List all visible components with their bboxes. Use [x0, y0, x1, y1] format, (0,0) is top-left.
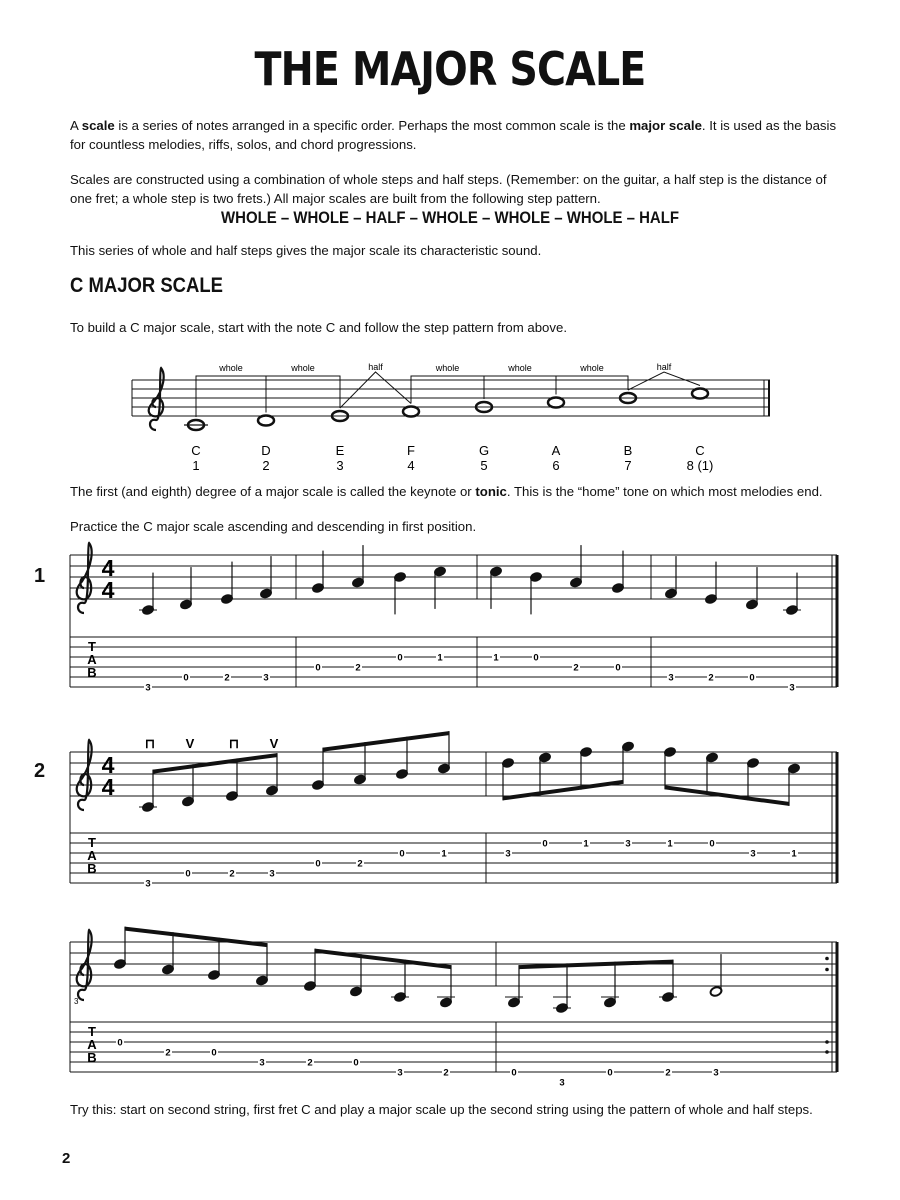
step-label-whole: whole [291, 363, 315, 373]
intro-paragraph-3: This series of whole and half steps gives the major scale its characteristic sound. [70, 243, 542, 258]
tab-fret-number: 1 [493, 652, 499, 664]
try-this-paragraph: Try this: start on second string, first fret C and play a major scale up the second string using the pattern of whole and half steps. [70, 1102, 813, 1117]
tab-fret-number: 1 [583, 838, 589, 850]
tab-fret-number: 3 [750, 848, 756, 860]
text-run: A [70, 118, 82, 133]
tab-fret-number: 3 [625, 838, 631, 850]
tab-fret-number: 0 [117, 1037, 123, 1049]
tab-clef-letter: B [87, 861, 97, 876]
section-heading-c-major: C MAJOR SCALE [70, 274, 223, 297]
upstroke-icon: V [185, 736, 195, 751]
text-run: . It is used as the basis for countless melodies, riffs, solos, and chord progressions. [70, 118, 837, 152]
text-run: . This is the “home” tone on which most melodies end. [506, 484, 823, 499]
upstroke-icon: V [269, 736, 279, 751]
step-label-half: half [368, 362, 383, 372]
tab-fret-number: 0 [511, 1067, 517, 1079]
c-major-instruction: To build a C major scale, start with the note C and follow the step pattern from above. [70, 320, 567, 335]
tab-fret-number: 0 [185, 868, 191, 880]
note-beam [323, 731, 449, 752]
tab-clef-letter: T [88, 639, 96, 654]
time-signature-top: 4 [101, 554, 115, 581]
tab-fret-number: 2 [307, 1057, 313, 1069]
tab-fret-number: 1 [667, 838, 673, 850]
tab-fret-number: 2 [224, 672, 230, 684]
step-label-whole: whole [219, 363, 243, 373]
tab-fret-number: 0 [615, 662, 621, 674]
tab-fret-number: 1 [791, 848, 797, 860]
term-scale: scale [81, 118, 115, 133]
whole-step-bracket [196, 376, 266, 417]
measure-number: 3 [74, 997, 79, 1006]
scale-degree-label: 2 [262, 458, 270, 473]
tab-fret-number: 2 [355, 662, 361, 674]
tab-clef-letter: A [87, 1037, 97, 1052]
tab-fret-number: 3 [559, 1077, 565, 1089]
treble-clef-icon [149, 368, 164, 430]
tab-fret-number: 3 [269, 868, 275, 880]
tab-clef-letter: B [87, 1050, 97, 1065]
tab-fret-number: 2 [357, 858, 363, 870]
tab-fret-number: 3 [713, 1067, 719, 1079]
tab-clef-letter: A [87, 652, 97, 667]
page-title: THE MAJOR SCALE [254, 42, 646, 96]
note-name-label: G [478, 443, 490, 458]
tab-fret-number: 0 [607, 1067, 613, 1079]
tab-fret-number: 1 [437, 652, 443, 664]
repeat-dot [825, 1050, 829, 1054]
page-number: 2 [62, 1150, 71, 1167]
scale-degree-label: 4 [407, 458, 415, 473]
tab-fret-number: 1 [441, 848, 447, 860]
term-major-scale: major scale [629, 118, 702, 133]
note-beam [503, 780, 623, 801]
tab-fret-number: 3 [145, 682, 151, 694]
tab-fret-number: 0 [315, 662, 321, 674]
repeat-dot [825, 957, 829, 961]
c-major-scale-diagram [132, 362, 770, 473]
note-name-label: F [407, 443, 415, 458]
tab-fret-number: 0 [533, 652, 539, 664]
note-beam [125, 927, 267, 948]
scale-degree-label: 8 (1) [686, 458, 714, 473]
note-name-label: C [191, 443, 201, 458]
whole-note [692, 389, 708, 399]
tab-fret-number: 2 [443, 1067, 449, 1079]
system-3 [70, 927, 837, 1089]
tab-fret-number: 3 [505, 848, 511, 860]
tab-fret-number: 0 [397, 652, 403, 664]
tab-fret-number: 2 [665, 1067, 671, 1079]
step-label-whole: whole [508, 363, 532, 373]
tab-clef-letter: A [87, 848, 97, 863]
scale-degree-label: 1 [192, 458, 200, 473]
half-step-bracket [628, 372, 700, 390]
tab-clef-letter: T [88, 1024, 96, 1039]
treble-clef-icon [77, 543, 92, 613]
time-signature-bottom: 4 [101, 773, 115, 800]
intro-paragraph-2: Scales are constructed using a combination of whole steps and half steps. (Remember: on the guitar, a half step is the distance of one fret; a whole step is two frets.) All major scales are built from the following step pattern. [70, 172, 827, 206]
scale-degree-label: 6 [552, 458, 560, 473]
text-run: The first (and eighth) degree of a major scale is called the keynote or [70, 484, 476, 499]
whole-step-bracket [484, 376, 556, 399]
tab-clef-letter: B [87, 665, 97, 680]
system-number-1: 1 [34, 565, 46, 587]
scale-degree-label: 3 [336, 458, 344, 473]
step-label-half: half [656, 362, 672, 372]
step-label-whole: whole [435, 363, 460, 373]
scale-degree-label: 7 [624, 458, 632, 473]
system-1 [70, 543, 837, 694]
scale-degree-label: 5 [480, 458, 488, 473]
note-name-label: E [335, 443, 345, 458]
downstroke-icon: ⊓ [228, 736, 240, 751]
step-pattern: WHOLE – WHOLE – HALF – WHOLE – WHOLE – WHOLE – HALF [221, 208, 679, 227]
downstroke-icon: ⊓ [144, 736, 156, 751]
tab-fret-number: 3 [397, 1067, 403, 1079]
treble-clef-icon [77, 930, 92, 1000]
tab-fret-number: 2 [165, 1047, 171, 1059]
tab-fret-number: 0 [353, 1057, 359, 1069]
tab-clef-letter: T [88, 835, 96, 850]
system-2 [70, 731, 837, 889]
step-label-whole: whole [580, 363, 604, 373]
tab-fret-number: 2 [573, 662, 579, 674]
tab-fret-number: 2 [229, 868, 235, 880]
time-signature-top: 4 [101, 751, 115, 778]
half-step-bracket [340, 372, 411, 408]
tab-fret-number: 3 [145, 878, 151, 890]
tab-fret-number: 0 [542, 838, 548, 850]
note-beam [315, 949, 451, 970]
repeat-dot [825, 968, 829, 972]
note-name-label: C [695, 443, 705, 458]
note-beam [519, 960, 673, 970]
tab-fret-number: 0 [749, 672, 755, 684]
note-name-label: B [623, 443, 633, 458]
repeat-dot [825, 1040, 829, 1044]
tab-fret-number: 0 [183, 672, 189, 684]
system-number-2: 2 [34, 760, 46, 782]
tab-fret-number: 3 [263, 672, 269, 684]
text-run: is a series of notes arranged in a specific order. Perhaps the most common scale is the [114, 118, 630, 133]
tab-fret-number: 0 [399, 848, 405, 860]
tab-fret-number: 0 [709, 838, 715, 850]
practice-instruction: Practice the C major scale ascending and descending in first position. [70, 519, 477, 534]
time-signature-bottom: 4 [101, 576, 115, 603]
whole-step-bracket [556, 376, 628, 395]
tab-fret-number: 3 [259, 1057, 265, 1069]
treble-clef-icon [77, 740, 92, 810]
tab-fret-number: 3 [789, 682, 795, 694]
note-name-label: D [261, 443, 271, 458]
term-tonic: tonic [475, 484, 507, 499]
tab-fret-number: 2 [708, 672, 714, 684]
whole-note [403, 407, 419, 417]
note-name-label: A [551, 443, 561, 458]
whole-note [548, 398, 564, 408]
tab-fret-number: 0 [315, 858, 321, 870]
tab-fret-number: 0 [211, 1047, 217, 1059]
tab-fret-number: 3 [668, 672, 674, 684]
whole-note [258, 416, 274, 426]
